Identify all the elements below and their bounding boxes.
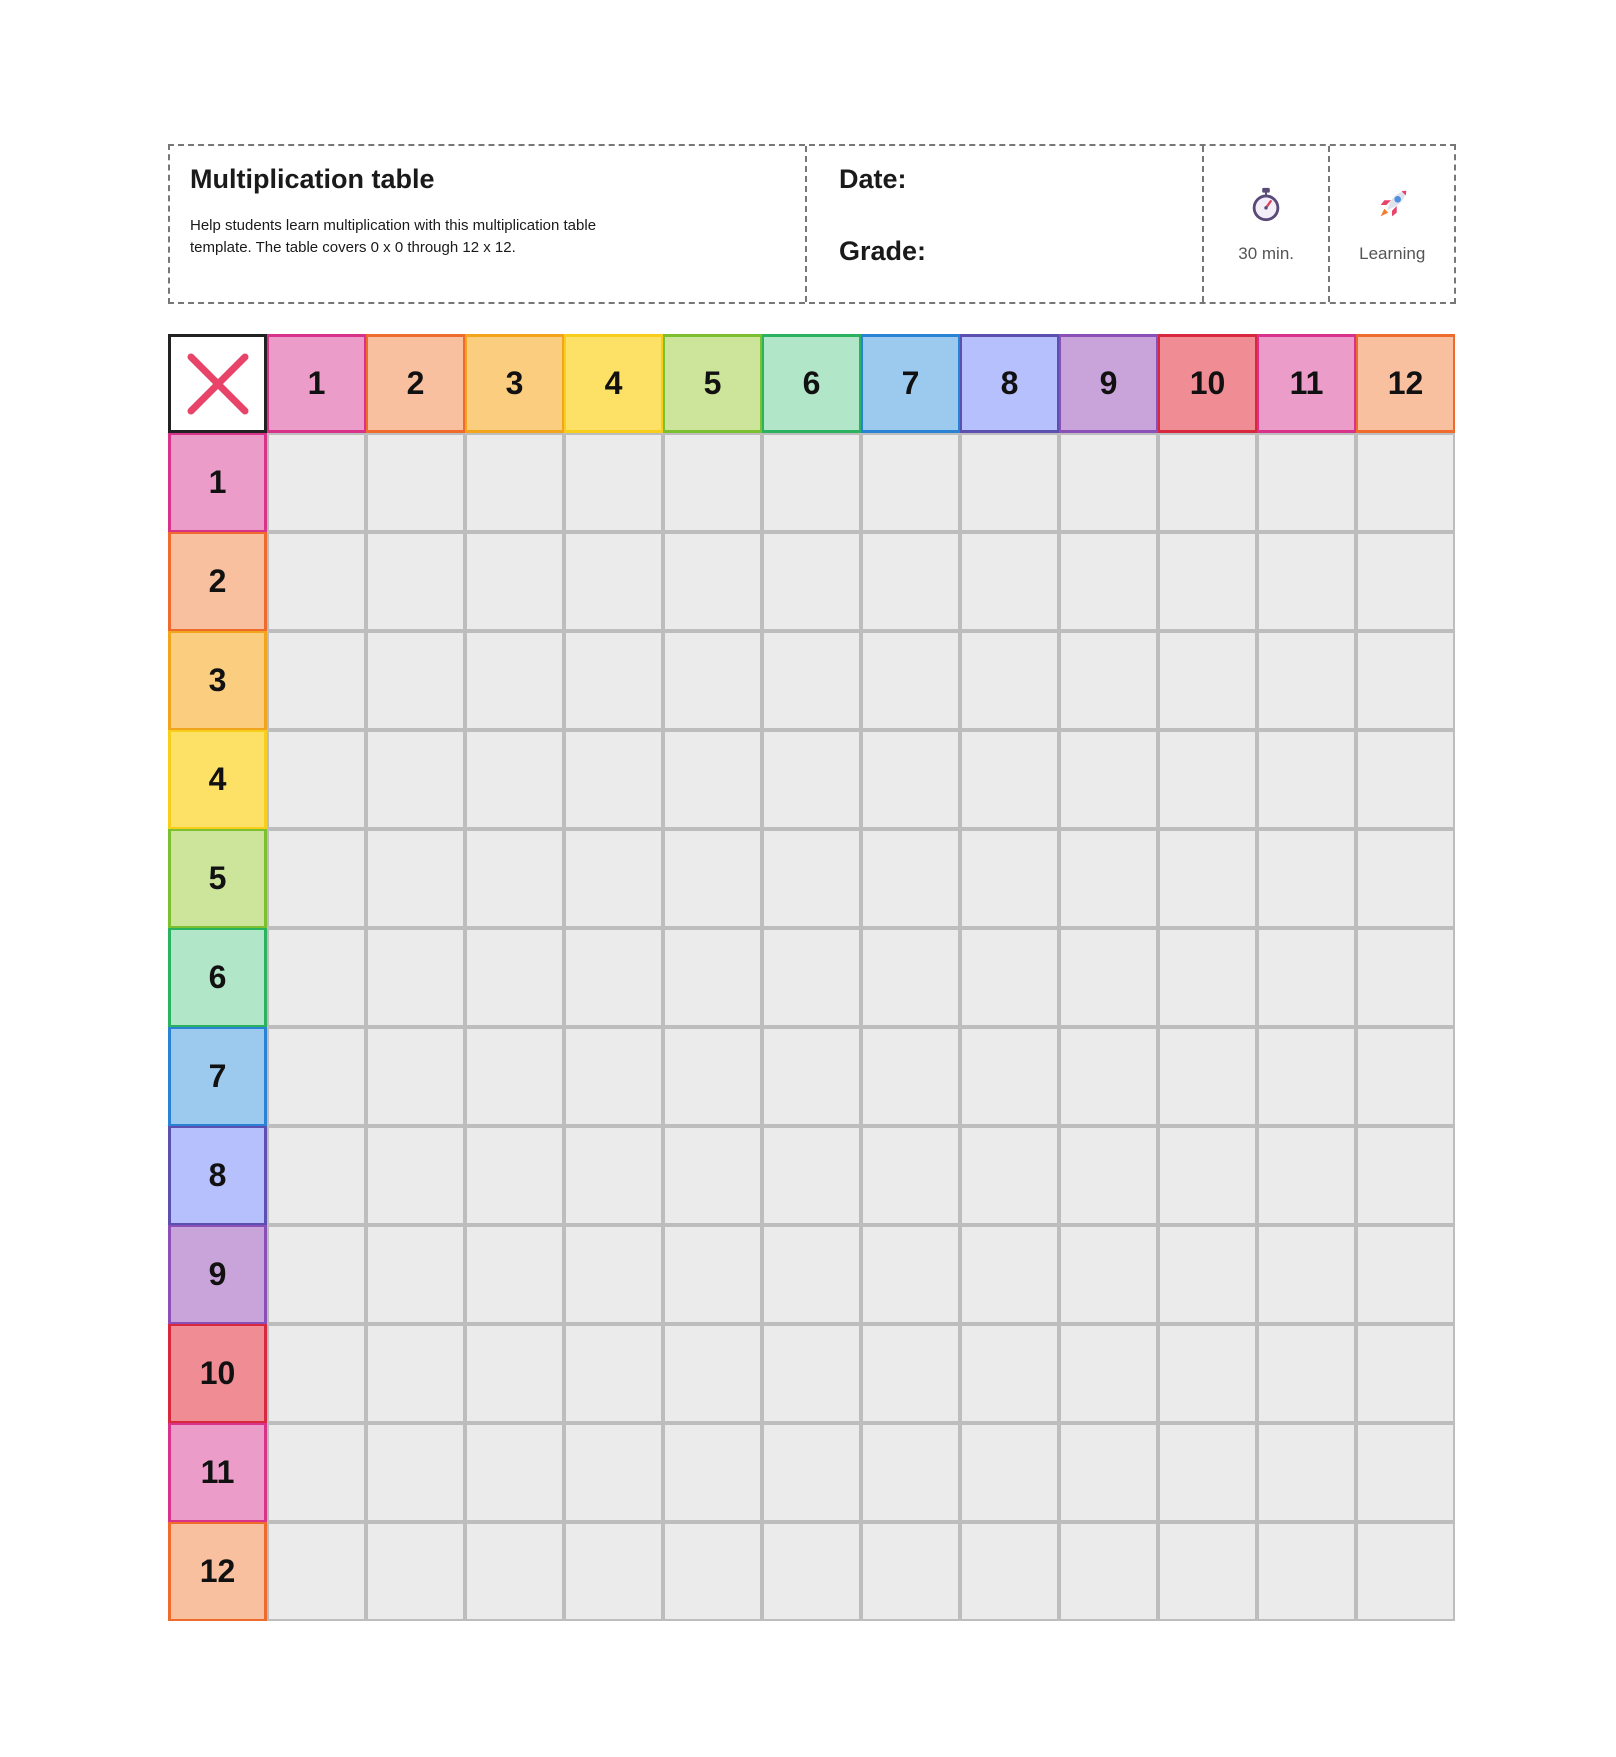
product-cell-6x7 bbox=[861, 928, 960, 1027]
product-cell-1x4 bbox=[564, 433, 663, 532]
product-cell-8x6 bbox=[762, 1126, 861, 1225]
column-header-10: 10 bbox=[1158, 334, 1257, 433]
product-cell-3x8 bbox=[960, 631, 1059, 730]
product-cell-5x4 bbox=[564, 829, 663, 928]
product-cell-8x1 bbox=[267, 1126, 366, 1225]
product-cell-8x5 bbox=[663, 1126, 762, 1225]
product-cell-5x10 bbox=[1158, 829, 1257, 928]
product-cell-8x10 bbox=[1158, 1126, 1257, 1225]
product-cell-7x2 bbox=[366, 1027, 465, 1126]
product-cell-3x9 bbox=[1059, 631, 1158, 730]
product-cell-4x8 bbox=[960, 730, 1059, 829]
column-header-8: 8 bbox=[960, 334, 1059, 433]
column-header-5: 5 bbox=[663, 334, 762, 433]
product-cell-1x1 bbox=[267, 433, 366, 532]
product-cell-11x2 bbox=[366, 1423, 465, 1522]
row-header-11: 11 bbox=[168, 1423, 267, 1522]
product-cell-10x12 bbox=[1356, 1324, 1455, 1423]
product-cell-5x3 bbox=[465, 829, 564, 928]
product-cell-12x12 bbox=[1356, 1522, 1455, 1621]
product-cell-7x6 bbox=[762, 1027, 861, 1126]
product-cell-2x7 bbox=[861, 532, 960, 631]
product-cell-2x2 bbox=[366, 532, 465, 631]
product-cell-11x12 bbox=[1356, 1423, 1455, 1522]
product-cell-4x9 bbox=[1059, 730, 1158, 829]
product-cell-6x11 bbox=[1257, 928, 1356, 1027]
product-cell-9x7 bbox=[861, 1225, 960, 1324]
product-cell-4x2 bbox=[366, 730, 465, 829]
product-cell-12x1 bbox=[267, 1522, 366, 1621]
product-cell-7x5 bbox=[663, 1027, 762, 1126]
product-cell-3x11 bbox=[1257, 631, 1356, 730]
product-cell-8x4 bbox=[564, 1126, 663, 1225]
product-cell-9x4 bbox=[564, 1225, 663, 1324]
duration-badge bbox=[1202, 146, 1329, 302]
product-cell-10x5 bbox=[663, 1324, 762, 1423]
product-cell-1x6 bbox=[762, 433, 861, 532]
product-cell-12x3 bbox=[465, 1522, 564, 1621]
product-cell-8x8 bbox=[960, 1126, 1059, 1225]
product-cell-5x8 bbox=[960, 829, 1059, 928]
product-cell-12x7 bbox=[861, 1522, 960, 1621]
row-header-6: 6 bbox=[168, 928, 267, 1027]
product-cell-11x4 bbox=[564, 1423, 663, 1522]
product-cell-3x12 bbox=[1356, 631, 1455, 730]
product-cell-9x2 bbox=[366, 1225, 465, 1324]
product-cell-1x8 bbox=[960, 433, 1059, 532]
product-cell-12x6 bbox=[762, 1522, 861, 1621]
product-cell-9x6 bbox=[762, 1225, 861, 1324]
product-cell-12x8 bbox=[960, 1522, 1059, 1621]
product-cell-2x8 bbox=[960, 532, 1059, 631]
product-cell-1x12 bbox=[1356, 433, 1455, 532]
rocket-icon bbox=[1373, 186, 1411, 224]
product-cell-3x5 bbox=[663, 631, 762, 730]
product-cell-10x7 bbox=[861, 1324, 960, 1423]
product-cell-3x4 bbox=[564, 631, 663, 730]
product-cell-11x8 bbox=[960, 1423, 1059, 1522]
column-header-3: 3 bbox=[465, 334, 564, 433]
duration-label: 30 min. bbox=[1238, 244, 1294, 263]
product-cell-12x10 bbox=[1158, 1522, 1257, 1621]
product-cell-1x3 bbox=[465, 433, 564, 532]
product-cell-7x4 bbox=[564, 1027, 663, 1126]
row-header-4: 4 bbox=[168, 730, 267, 829]
product-cell-2x5 bbox=[663, 532, 762, 631]
page-title: Multiplication table bbox=[190, 164, 435, 194]
row-header-10: 10 bbox=[168, 1324, 267, 1423]
product-cell-9x12 bbox=[1356, 1225, 1455, 1324]
category-badge bbox=[1328, 146, 1454, 302]
product-cell-6x2 bbox=[366, 928, 465, 1027]
product-cell-5x2 bbox=[366, 829, 465, 928]
product-cell-10x8 bbox=[960, 1324, 1059, 1423]
product-cell-8x9 bbox=[1059, 1126, 1158, 1225]
product-cell-10x2 bbox=[366, 1324, 465, 1423]
product-cell-12x4 bbox=[564, 1522, 663, 1621]
product-cell-5x7 bbox=[861, 829, 960, 928]
product-cell-4x4 bbox=[564, 730, 663, 829]
column-header-9: 9 bbox=[1059, 334, 1158, 433]
product-cell-2x11 bbox=[1257, 532, 1356, 631]
product-cell-9x9 bbox=[1059, 1225, 1158, 1324]
product-cell-7x9 bbox=[1059, 1027, 1158, 1126]
product-cell-4x6 bbox=[762, 730, 861, 829]
product-cell-7x3 bbox=[465, 1027, 564, 1126]
product-cell-3x2 bbox=[366, 631, 465, 730]
product-cell-9x1 bbox=[267, 1225, 366, 1324]
product-cell-2x1 bbox=[267, 532, 366, 631]
product-cell-8x3 bbox=[465, 1126, 564, 1225]
column-header-12: 12 bbox=[1356, 334, 1455, 433]
product-cell-9x10 bbox=[1158, 1225, 1257, 1324]
page-description: Help students learn multiplication with this multiplication table template. The table covers 0 x 0 through 12 x 12. bbox=[190, 217, 597, 256]
product-cell-6x5 bbox=[663, 928, 762, 1027]
row-header-9: 9 bbox=[168, 1225, 267, 1324]
product-cell-9x8 bbox=[960, 1225, 1059, 1324]
product-cell-1x10 bbox=[1158, 433, 1257, 532]
product-cell-6x4 bbox=[564, 928, 663, 1027]
row-header-7: 7 bbox=[168, 1027, 267, 1126]
product-cell-6x1 bbox=[267, 928, 366, 1027]
product-cell-2x10 bbox=[1158, 532, 1257, 631]
product-cell-7x8 bbox=[960, 1027, 1059, 1126]
product-cell-11x6 bbox=[762, 1423, 861, 1522]
product-cell-1x5 bbox=[663, 433, 762, 532]
grade-label: Grade: bbox=[838, 236, 926, 266]
product-cell-11x9 bbox=[1059, 1423, 1158, 1522]
product-cell-8x11 bbox=[1257, 1126, 1356, 1225]
product-cell-4x12 bbox=[1356, 730, 1455, 829]
column-header-4: 4 bbox=[564, 334, 663, 433]
product-cell-2x3 bbox=[465, 532, 564, 631]
worksheet-header bbox=[168, 144, 1456, 304]
product-cell-11x7 bbox=[861, 1423, 960, 1522]
product-cell-6x10 bbox=[1158, 928, 1257, 1027]
product-cell-6x6 bbox=[762, 928, 861, 1027]
product-cell-5x5 bbox=[663, 829, 762, 928]
column-header-2: 2 bbox=[366, 334, 465, 433]
product-cell-12x11 bbox=[1257, 1522, 1356, 1621]
product-cell-8x7 bbox=[861, 1126, 960, 1225]
row-header-8: 8 bbox=[168, 1126, 267, 1225]
product-cell-4x11 bbox=[1257, 730, 1356, 829]
title-section bbox=[170, 146, 805, 302]
product-cell-9x3 bbox=[465, 1225, 564, 1324]
row-header-3: 3 bbox=[168, 631, 267, 730]
product-cell-3x7 bbox=[861, 631, 960, 730]
column-header-1: 1 bbox=[267, 334, 366, 433]
product-cell-11x1 bbox=[267, 1423, 366, 1522]
product-cell-7x1 bbox=[267, 1027, 366, 1126]
row-header-2: 2 bbox=[168, 532, 267, 631]
product-cell-10x9 bbox=[1059, 1324, 1158, 1423]
product-cell-1x2 bbox=[366, 433, 465, 532]
product-cell-5x11 bbox=[1257, 829, 1356, 928]
product-cell-7x12 bbox=[1356, 1027, 1455, 1126]
product-cell-9x5 bbox=[663, 1225, 762, 1324]
product-cell-9x11 bbox=[1257, 1225, 1356, 1324]
product-cell-6x12 bbox=[1356, 928, 1455, 1027]
product-cell-7x11 bbox=[1257, 1027, 1356, 1126]
column-header-7: 7 bbox=[861, 334, 960, 433]
product-cell-2x9 bbox=[1059, 532, 1158, 631]
product-cell-8x12 bbox=[1356, 1126, 1455, 1225]
product-cell-3x6 bbox=[762, 631, 861, 730]
date-label: Date: bbox=[838, 164, 907, 194]
product-cell-6x9 bbox=[1059, 928, 1158, 1027]
product-cell-1x9 bbox=[1059, 433, 1158, 532]
row-header-5: 5 bbox=[168, 829, 267, 928]
product-cell-3x10 bbox=[1158, 631, 1257, 730]
row-header-1: 1 bbox=[168, 433, 267, 532]
product-cell-1x11 bbox=[1257, 433, 1356, 532]
product-cell-3x1 bbox=[267, 631, 366, 730]
product-cell-6x3 bbox=[465, 928, 564, 1027]
product-cell-11x3 bbox=[465, 1423, 564, 1522]
product-cell-2x6 bbox=[762, 532, 861, 631]
column-header-6: 6 bbox=[762, 334, 861, 433]
product-cell-4x5 bbox=[663, 730, 762, 829]
product-cell-4x1 bbox=[267, 730, 366, 829]
product-cell-5x9 bbox=[1059, 829, 1158, 928]
product-cell-12x5 bbox=[663, 1522, 762, 1621]
product-cell-1x7 bbox=[861, 433, 960, 532]
product-cell-5x6 bbox=[762, 829, 861, 928]
product-cell-4x3 bbox=[465, 730, 564, 829]
product-cell-10x10 bbox=[1158, 1324, 1257, 1423]
product-cell-11x10 bbox=[1158, 1423, 1257, 1522]
product-cell-10x4 bbox=[564, 1324, 663, 1423]
product-cell-11x5 bbox=[663, 1423, 762, 1522]
product-cell-3x3 bbox=[465, 631, 564, 730]
product-cell-4x10 bbox=[1158, 730, 1257, 829]
meta-section bbox=[805, 146, 1202, 302]
column-header-11: 11 bbox=[1257, 334, 1356, 433]
product-cell-5x1 bbox=[267, 829, 366, 928]
product-cell-2x12 bbox=[1356, 532, 1455, 631]
row-header-12: 12 bbox=[168, 1522, 267, 1621]
product-cell-10x3 bbox=[465, 1324, 564, 1423]
stopwatch-icon bbox=[1247, 186, 1285, 224]
product-cell-12x9 bbox=[1059, 1522, 1158, 1621]
multiply-x-icon bbox=[183, 349, 253, 419]
product-cell-7x10 bbox=[1158, 1027, 1257, 1126]
product-cell-5x12 bbox=[1356, 829, 1455, 928]
product-cell-8x2 bbox=[366, 1126, 465, 1225]
product-cell-10x11 bbox=[1257, 1324, 1356, 1423]
product-cell-10x1 bbox=[267, 1324, 366, 1423]
product-cell-6x8 bbox=[960, 928, 1059, 1027]
product-cell-7x7 bbox=[861, 1027, 960, 1126]
product-cell-2x4 bbox=[564, 532, 663, 631]
product-cell-11x11 bbox=[1257, 1423, 1356, 1522]
corner-cell bbox=[168, 334, 267, 433]
product-cell-10x6 bbox=[762, 1324, 861, 1423]
category-label: Learning bbox=[1359, 244, 1426, 263]
product-cell-4x7 bbox=[861, 730, 960, 829]
product-cell-12x2 bbox=[366, 1522, 465, 1621]
